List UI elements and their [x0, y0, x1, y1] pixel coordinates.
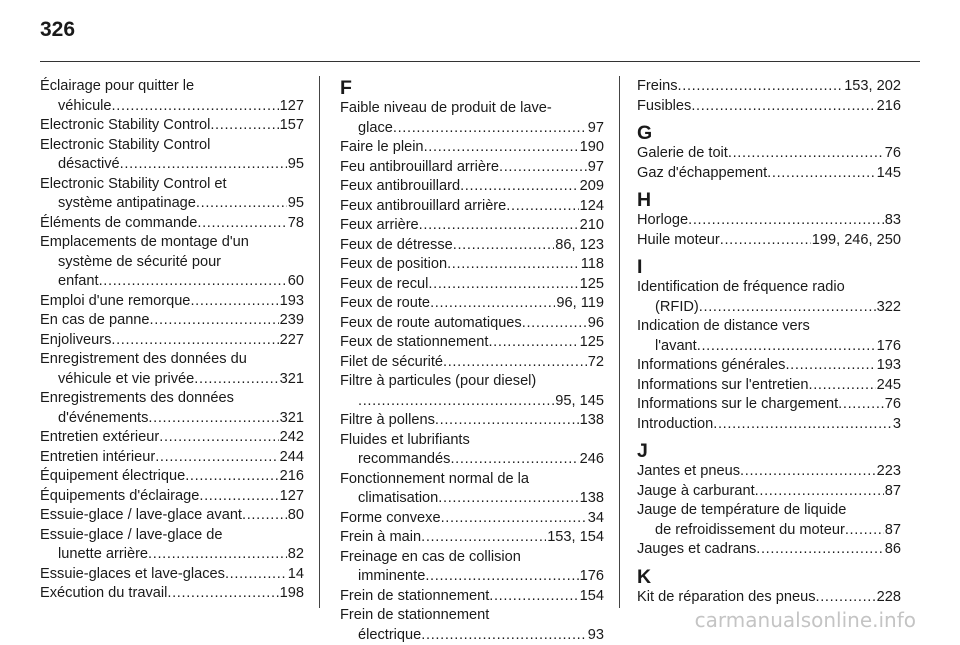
entry-text: Indication de distance vers [637, 318, 810, 334]
entry-text: Feux de détresse [340, 236, 453, 256]
leader-dots [767, 164, 875, 184]
entry-text: Enjoliveurs [40, 331, 111, 351]
index-entry [340, 236, 604, 256]
page-reference: 157 [279, 116, 304, 136]
index-entry [40, 448, 304, 468]
entry-text: système antipatinage [58, 194, 196, 214]
leader-dots [419, 216, 579, 236]
entry-text: Feux de position [340, 255, 447, 275]
entry-text: Frein de stationnement [340, 587, 489, 607]
page-reference: 198 [279, 584, 304, 604]
index-entry [637, 278, 901, 317]
page-reference: 83 [884, 211, 901, 231]
index-entry [637, 415, 901, 435]
index-entry [637, 356, 901, 376]
leader-dots [816, 588, 876, 608]
page-reference: 321 [279, 409, 304, 429]
index-entry [40, 565, 304, 585]
section-letter: K [637, 566, 901, 588]
page-reference: 176 [579, 567, 604, 587]
section-letter: F [340, 77, 604, 99]
index-entry [637, 482, 901, 502]
leader-dots [428, 275, 578, 295]
page-reference: 154 [579, 587, 604, 607]
index-entry [340, 99, 604, 138]
leader-dots [728, 144, 884, 164]
leader-dots [242, 506, 287, 526]
entry-text: Essuie-glaces et lave-glaces [40, 565, 225, 585]
index-entry [40, 136, 304, 175]
entry-text: Freins [637, 77, 678, 97]
entry-text: Introduction [637, 415, 713, 435]
page-reference: 86 [884, 540, 901, 560]
entry-text: Entretien extérieur [40, 428, 159, 448]
index-entry [637, 395, 901, 415]
entry-text: Freinage en cas de collision [340, 549, 521, 565]
leader-dots [488, 333, 578, 353]
entry-text: véhicule [58, 97, 112, 117]
entry-text: glace [358, 119, 393, 139]
leader-dots [499, 158, 587, 178]
section-letter: J [637, 440, 901, 462]
index-entry [340, 528, 604, 548]
entry-text: Faible niveau de produit de lave- [340, 100, 552, 116]
index-entry [340, 275, 604, 295]
leader-dots [421, 626, 586, 645]
index-entry [637, 144, 901, 164]
page-reference: 176 [876, 337, 901, 357]
index-entry [40, 526, 304, 565]
leader-dots [688, 211, 884, 231]
entry-text: Kit de réparation des pneus [637, 588, 816, 608]
entry-text: Electronic Stability Control et [40, 176, 227, 192]
leader-dots [441, 509, 587, 529]
index-entry [340, 177, 604, 197]
entry-text: électrique [358, 626, 421, 645]
entry-text: Éléments de commande [40, 214, 197, 234]
page-reference: 242 [279, 428, 304, 448]
entry-text: Galerie de toit [637, 144, 728, 164]
page-reference: 80 [287, 506, 304, 526]
entry-text: enfant [58, 272, 99, 292]
page-reference: 82 [287, 545, 304, 565]
entry-text: Feux de route automatiques [340, 314, 522, 334]
entry-text: En cas de panne [40, 311, 150, 331]
index-entry [40, 487, 304, 507]
entry-text: recommandés [358, 450, 450, 470]
entry-text: Exécution du travail [40, 584, 167, 604]
leader-dots [460, 177, 579, 197]
page-reference: 78 [287, 214, 304, 234]
page-reference: 76 [884, 395, 901, 415]
index-entry [40, 116, 304, 136]
leader-dots [225, 565, 287, 585]
leader-dots [159, 428, 278, 448]
entry-text: Enregistrement des données du [40, 351, 247, 367]
page-reference: 97 [587, 158, 604, 178]
entry-text: Entretien intérieur [40, 448, 155, 468]
entry-text: Fluides et lubrifiants [340, 432, 470, 448]
page-reference: 138 [579, 411, 604, 431]
page-reference: 96 [587, 314, 604, 334]
page-reference: 210 [579, 216, 604, 236]
leader-dots [506, 197, 578, 217]
index-entry [637, 164, 901, 184]
entry-text: Jauge de température de liquide [637, 502, 846, 518]
section-letter: G [637, 122, 901, 144]
page-reference: 153, 154 [546, 528, 604, 548]
index-entry [40, 389, 304, 428]
entry-text: Faire le plein [340, 138, 424, 158]
page-reference: 72 [587, 353, 604, 373]
entry-text: Feux arrière [340, 216, 419, 236]
watermark: carmanualsonline.info [695, 608, 916, 632]
entry-text: Frein de stationnement [340, 607, 489, 623]
page-reference: 190 [579, 138, 604, 158]
leader-dots [194, 370, 278, 390]
entry-text: Essuie-glace / lave-glace avant [40, 506, 242, 526]
leader-dots [756, 540, 884, 560]
page-number: 326 [40, 18, 75, 42]
leader-dots [424, 138, 579, 158]
page-reference: 244 [279, 448, 304, 468]
page-reference: 95, 145 [554, 392, 604, 412]
column-divider [619, 76, 620, 608]
index-entry [340, 548, 604, 587]
page-reference: 96, 119 [555, 294, 604, 314]
index-entry [40, 292, 304, 312]
index-entry [340, 509, 604, 529]
index-entry [340, 431, 604, 470]
page-reference: 125 [579, 275, 604, 295]
entry-text: Informations sur l'entretien [637, 376, 809, 396]
page-reference: 118 [580, 255, 604, 275]
leader-dots [155, 448, 278, 468]
leader-dots [720, 231, 811, 251]
index-entry [40, 584, 304, 604]
page-reference: 127 [279, 97, 304, 117]
index-entry [40, 311, 304, 331]
index-entry [637, 376, 901, 396]
leader-dots [489, 587, 578, 607]
page-reference: 60 [287, 272, 304, 292]
page-reference: 322 [876, 298, 901, 318]
index-entry [340, 411, 604, 431]
index-entry [637, 231, 901, 251]
page-reference: 95 [287, 155, 304, 175]
entry-text: Filet de sécurité [340, 353, 443, 373]
entry-text: Feux de route [340, 294, 430, 314]
index-entry [40, 331, 304, 351]
entry-text: l'avant [655, 337, 697, 357]
page-reference: 193 [279, 292, 304, 312]
entry-text: Jauge à carburant [637, 482, 755, 502]
index-entry [340, 333, 604, 353]
entry-text: désactivé [58, 155, 120, 175]
index-entry [637, 317, 901, 356]
index-entry [637, 462, 901, 482]
entry-text: Forme convexe [340, 509, 441, 529]
index-entry [637, 540, 901, 560]
page-reference: 239 [279, 311, 304, 331]
leader-dots [425, 567, 578, 587]
entry-text: Éclairage pour quitter le [40, 78, 194, 94]
page-reference: 138 [579, 489, 604, 509]
page-reference: 246 [579, 450, 604, 470]
page-reference: 193 [876, 356, 901, 376]
leader-dots [421, 528, 546, 548]
leader-dots [148, 409, 278, 429]
index-entry [340, 197, 604, 217]
index-entry [340, 158, 604, 178]
index-entry [340, 314, 604, 334]
entry-text: de refroidissement du moteur [655, 521, 845, 541]
page-reference: 93 [587, 626, 604, 645]
index-column-2 [340, 77, 604, 645]
leader-dots [740, 462, 876, 482]
entry-text: Jauges et cadrans [637, 540, 756, 560]
section-letter: I [637, 256, 901, 278]
page-reference: 76 [884, 144, 901, 164]
entry-text: climatisation [358, 489, 438, 509]
index-entry [340, 470, 604, 509]
entry-text: Équipement électrique [40, 467, 185, 487]
entry-text: imminente [358, 567, 425, 587]
entry-text: Identification de fréquence radio [637, 279, 845, 295]
index-entry [637, 97, 901, 117]
leader-dots [185, 467, 278, 487]
entry-text: Enregistrements des données [40, 390, 234, 406]
entry-text: véhicule et vie privée [58, 370, 194, 390]
page-reference: 3 [892, 415, 901, 435]
entry-text: Emplacements de montage d'un [40, 234, 249, 250]
entry-text: Gaz d'échappement [637, 164, 767, 184]
page-reference: 95 [287, 194, 304, 214]
leader-dots [447, 255, 580, 275]
leader-dots [522, 314, 587, 334]
page-reference: 321 [279, 370, 304, 390]
index-entry [637, 77, 901, 97]
index-entry [40, 233, 304, 292]
entry-text: Frein à main [340, 528, 421, 548]
leader-dots [196, 194, 287, 214]
page-reference: 227 [279, 331, 304, 351]
leader-dots [713, 415, 892, 435]
leader-dots [197, 214, 286, 234]
leader-dots [435, 411, 579, 431]
entry-text: Huile moteur [637, 231, 720, 251]
section-letter: H [637, 189, 901, 211]
index-entry [340, 606, 604, 645]
index-entry [340, 138, 604, 158]
header-rule [40, 61, 920, 62]
entry-text: Horloge [637, 211, 688, 231]
page-reference: 216 [279, 467, 304, 487]
entry-text: Feux antibrouillard arrière [340, 197, 506, 217]
page-reference: 145 [876, 164, 901, 184]
entry-text: Feux antibrouillard [340, 177, 460, 197]
index-entry [40, 77, 304, 116]
leader-dots [99, 272, 287, 292]
leader-dots [443, 353, 587, 373]
page-reference: 125 [579, 333, 604, 353]
leader-dots [111, 331, 278, 351]
page-reference: 86, 123 [554, 236, 604, 256]
entry-text: Feu antibrouillard arrière [340, 158, 499, 178]
page-reference: 87 [884, 482, 901, 502]
leader-dots [148, 545, 287, 565]
leader-dots [845, 521, 884, 541]
index-entry [340, 294, 604, 314]
page-reference: 223 [876, 462, 901, 482]
entry-text: Electronic Stability Control [40, 116, 210, 136]
index-entry [637, 501, 901, 540]
entry-text: Fusibles [637, 97, 691, 117]
entry-text: Équipements d'éclairage [40, 487, 199, 507]
index-entry [40, 467, 304, 487]
leader-dots [678, 77, 844, 97]
index-entry [637, 588, 901, 608]
entry-text: Informations sur le chargement [637, 395, 838, 415]
leader-dots [190, 292, 278, 312]
entry-text: Feux de recul [340, 275, 428, 295]
page-reference: 199, 246, 250 [811, 231, 901, 251]
entry-text: Emploi d'une remorque [40, 292, 190, 312]
index-entry [40, 175, 304, 214]
entry-text: lunette arrière [58, 545, 148, 565]
index-entry [40, 428, 304, 448]
index-entry [40, 506, 304, 526]
entry-text: Filtre à particules (pour diesel) [340, 373, 536, 389]
page-reference: 209 [579, 177, 604, 197]
leader-dots [453, 236, 555, 256]
entry-text: Fonctionnement normal de la [340, 471, 529, 487]
entry-text: Filtre à pollens [340, 411, 435, 431]
leader-dots [112, 97, 279, 117]
leader-dots [120, 155, 287, 175]
leader-dots [699, 298, 876, 318]
entry-text: Informations générales [637, 356, 785, 376]
index-entry [340, 216, 604, 236]
page-reference: 216 [876, 97, 901, 117]
index-entry [340, 372, 604, 411]
page-reference: 127 [279, 487, 304, 507]
index-entry [340, 353, 604, 373]
index-entry [340, 587, 604, 607]
page-reference: 124 [579, 197, 604, 217]
leader-dots [210, 116, 278, 136]
leader-dots [199, 487, 278, 507]
leader-dots [358, 392, 554, 412]
page-reference: 228 [876, 588, 901, 608]
page-reference: 34 [587, 509, 604, 529]
leader-dots [809, 376, 876, 396]
leader-dots [691, 97, 875, 117]
entry-text: système de sécurité pour [58, 254, 221, 270]
entry-text: Electronic Stability Control [40, 137, 210, 153]
page-reference: 153, 202 [843, 77, 901, 97]
entry-text: Essuie-glace / lave-glace de [40, 527, 223, 543]
page-reference: 97 [587, 119, 604, 139]
entry-text: Feux de stationnement [340, 333, 488, 353]
leader-dots [430, 294, 555, 314]
index-entry [637, 211, 901, 231]
leader-dots [167, 584, 278, 604]
index-column-3 [637, 77, 901, 607]
leader-dots [450, 450, 578, 470]
leader-dots [393, 119, 587, 139]
index-column-1 [40, 77, 304, 604]
page-reference: 245 [876, 376, 901, 396]
entry-text: (RFID) [655, 298, 699, 318]
leader-dots [838, 395, 884, 415]
index-entry [340, 255, 604, 275]
index-entry [40, 214, 304, 234]
page-reference: 14 [287, 565, 304, 585]
leader-dots [150, 311, 279, 331]
entry-text: Jantes et pneus [637, 462, 740, 482]
column-divider [319, 76, 320, 608]
leader-dots [438, 489, 578, 509]
page-reference: 87 [884, 521, 901, 541]
entry-text: d'événements [58, 409, 148, 429]
leader-dots [755, 482, 884, 502]
leader-dots [785, 356, 875, 376]
index-entry [40, 350, 304, 389]
leader-dots [697, 337, 876, 357]
